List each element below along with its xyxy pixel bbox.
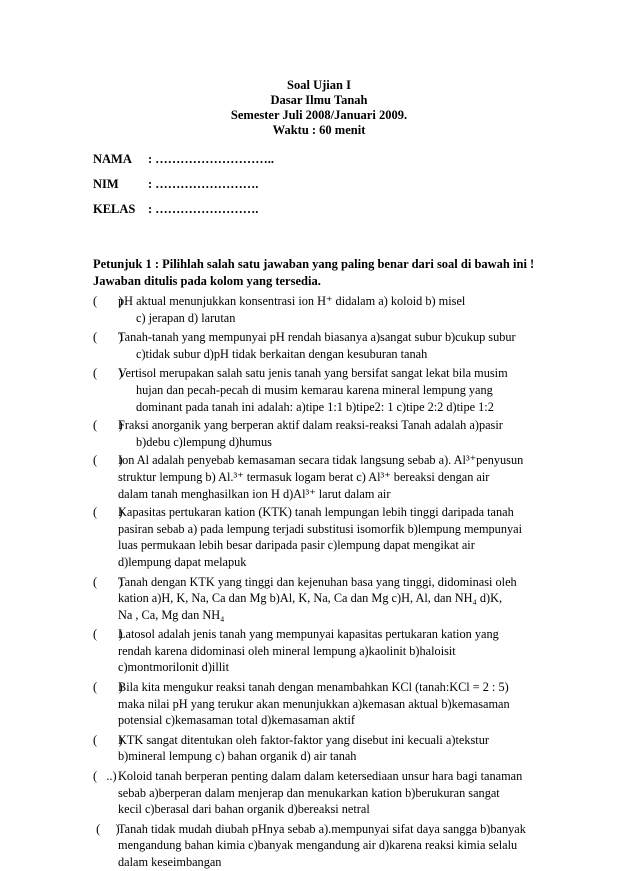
- question-line: kecil c)berasal dari bahan organik d)bereaksi netral: [118, 802, 370, 817]
- class-label: KELAS: [93, 202, 136, 216]
- question-item: [93, 626, 563, 676]
- question-line: mengandung bahan kimia c)banyak mengandung air d)karena reaksi kimia selalu: [118, 838, 518, 853]
- exam-header: [0, 78, 638, 138]
- question-text: [118, 452, 563, 502]
- question-line: rendah karena didominasi oleh mineral lempung a)kaolinit b)haloisit: [118, 643, 456, 658]
- question-line: pH aktual menunjukkan konsentrasi ion H⁺ didalam a) koloid b) misel: [118, 294, 466, 308]
- question-item: [93, 293, 563, 326]
- question-line: dalam keseimbangan: [118, 855, 222, 869]
- answer-blank[interactable]: ( ): [93, 505, 123, 520]
- nim-label: NIM: [93, 177, 119, 191]
- question-item: [93, 821, 563, 871]
- question-text: [118, 768, 563, 818]
- question-text: [118, 417, 563, 450]
- question-line: Vertisol merupakan salah satu jenis tanah yang bersifat sangat lekat bila musim: [118, 366, 508, 381]
- question-line: struktur lempung b) Al.³⁺ termasuk logam berat c) Al³⁺ bereaksi dengan air: [118, 469, 490, 484]
- answer-blank[interactable]: ( ): [93, 418, 123, 433]
- question-item: [93, 679, 563, 729]
- answer-blank[interactable]: ( ): [93, 453, 123, 468]
- question-line: Tanah dengan KTK yang tinggi dan kejenuhan basa yang tinggi, didominasi oleh: [118, 574, 517, 589]
- question-line: dalam tanah menghasilkan ion H d)Al³⁺ larut dalam air: [118, 486, 391, 501]
- question-line: Fraksi anorganik yang berperan aktif dalam reaksi-reaksi Tanah adalah a)pasir: [118, 418, 503, 433]
- question-line: kation a)H, K, Na, Ca dan Mg b)Al, K, Na, Ca dan Mg c)H, Al, dan NH₄ d)K,: [118, 591, 503, 606]
- question-line: Na , Ca, Mg dan NH₄: [118, 607, 225, 622]
- question-text: [118, 504, 563, 570]
- answer-blank[interactable]: ( ): [93, 330, 123, 345]
- question-line: Latosol adalah jenis tanah yang mempunyai kapasitas pertukaran kation yang: [118, 627, 499, 642]
- question-line: Ion Al adalah penyebab kemasaman secara tidak langsung sebab a). Al³⁺penyusun: [118, 453, 524, 468]
- question-line: c) jerapan d) larutan: [136, 310, 236, 325]
- course-name: Dasar Ilmu Tanah: [270, 93, 368, 107]
- time-limit: Waktu : 60 menit: [272, 123, 366, 137]
- question-item: [93, 329, 563, 362]
- question-item: [93, 365, 563, 415]
- answer-blank[interactable]: ( ): [93, 366, 123, 381]
- question-line: hujan dan pecah-pecah di musim kemarau karena mineral lempung yang: [136, 382, 493, 397]
- question-text: [118, 821, 563, 871]
- name-blank: : ………………………..: [148, 152, 275, 166]
- nim-blank: : …………………….: [148, 177, 259, 191]
- answer-blank[interactable]: ( ): [93, 574, 123, 589]
- question-line: KTK sangat ditentukan oleh faktor-faktor yang disebut ini kecuali a)tekstur: [118, 732, 489, 747]
- instruction-line-1: Petunjuk 1 : Pilihlah salah satu jawaban yang paling benar dari soal di bawah ini !: [93, 257, 535, 271]
- question-line: pasiran sebab a) pada lempung terjadi substitusi isomorfik b)lempung mempunyai: [118, 521, 523, 536]
- answer-blank[interactable]: ( ): [93, 294, 123, 308]
- exam-title: Soal Ujian I: [287, 78, 351, 92]
- question-text: [118, 365, 563, 415]
- question-item: [93, 417, 563, 450]
- question-item: [93, 504, 563, 570]
- question-item: [93, 732, 563, 765]
- question-line: c)montmorilonit d)illit: [118, 660, 230, 675]
- answer-blank[interactable]: ( ): [93, 680, 123, 695]
- answer-blank[interactable]: ( ): [93, 627, 123, 642]
- question-line: Tanah tidak mudah diubah pHnya sebab a).mempunyai sifat daya sangga b)banyak: [118, 821, 526, 836]
- class-blank: : …………………….: [148, 202, 259, 216]
- class-field: [93, 202, 258, 217]
- question-line: Koloid tanah berperan penting dalam dalam ketersediaan unsur hara bagi tanaman: [118, 769, 523, 784]
- question-line: b)mineral lempung c) bahan organik d) air tanah: [118, 749, 357, 764]
- question-text: [118, 732, 563, 765]
- question-line: c)tidak subur d)pH tidak berkaitan dengan kesuburan tanah: [136, 346, 428, 361]
- question-line: b)debu c)lempung d)humus: [136, 434, 272, 449]
- name-label: NAMA: [93, 152, 132, 166]
- question-line: Bila kita mengukur reaksi tanah dengan menambahkan KCl (tanah:KCl = 2 : 5): [118, 680, 509, 695]
- question-line: Tanah-tanah yang mempunyai pH rendah biasanya a)sangat subur b)cukup subur: [118, 330, 516, 345]
- question-line: d)lempung dapat melapuk: [118, 554, 247, 569]
- question-line: potensial c)kemasaman total d)kemasaman aktif: [118, 713, 355, 728]
- question-text: [118, 574, 563, 624]
- instructions: [93, 256, 553, 290]
- question-list: [93, 293, 563, 871]
- question-line: sebab a)berperan dalam menjerap dan menukarkan kation b)berukuran sangat: [118, 785, 500, 800]
- question-line: Kapasitas pertukaran kation (KTK) tanah lempungan lebih tinggi daripada tanah: [118, 505, 514, 520]
- question-text: [118, 626, 563, 676]
- instruction-line-2: Jawaban ditulis pada kolom yang tersedia.: [93, 274, 321, 288]
- name-field: [93, 152, 274, 167]
- semester-line: Semester Juli 2008/Januari 2009.: [230, 108, 408, 122]
- question-item: [93, 452, 563, 502]
- question-line: dominant pada tanah ini adalah: a)tipe 1:1 b)tipe2: 1 c)tipe 2:2 d)tipe 1:2: [136, 399, 494, 414]
- nim-field: [93, 177, 258, 192]
- question-line: luas permukaan lebih besar daripada pasir c)lempung dapat mengikat air: [118, 538, 475, 553]
- question-text: [118, 329, 563, 362]
- question-item: [93, 574, 563, 624]
- answer-blank[interactable]: ( ..): [93, 769, 117, 784]
- question-text: [118, 679, 563, 729]
- question-line: maka nilai pH yang terukur akan menunjukkan a)kemasan aktual b)kemasaman: [118, 696, 510, 711]
- answer-blank[interactable]: ( ): [93, 732, 123, 747]
- question-item: [93, 768, 563, 818]
- answer-blank[interactable]: ( ): [93, 821, 120, 836]
- question-text: [118, 293, 563, 326]
